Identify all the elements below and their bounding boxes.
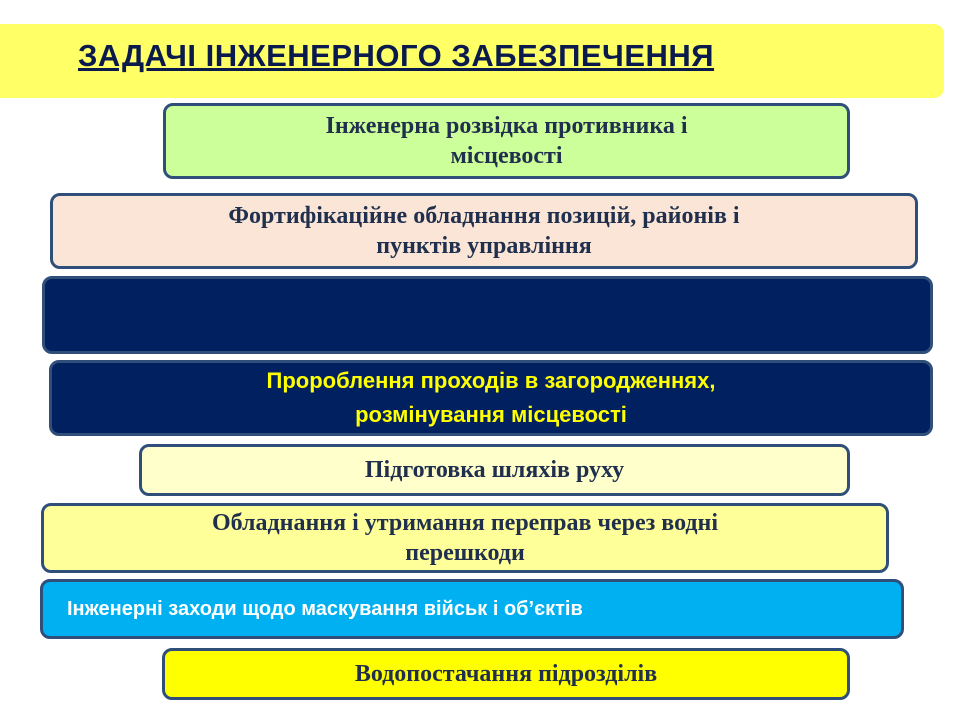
task-text: Інженерні заходи щодо маскування військ і об’єктів [67,598,583,620]
task-fortification [50,193,918,269]
task-obstacles-demolitions [42,276,933,354]
task-text: Пророблення проходів в загородженнях, розмінування місцевості [266,368,716,427]
task-text: Водопостачання підрозділів [354,661,658,687]
task-camouflage [40,579,904,639]
task-text: Підготовка шляхів руху [364,457,625,483]
task-water-supply [162,648,850,700]
task-text: Фортифікаційне обладнання позицій, районів і пунктів управління [228,203,740,259]
diagram-title: ЗАДАЧІ ІНЖЕНЕРНОГО ЗАБЕЗПЕЧЕННЯ [78,38,715,73]
task-breaching-demining [49,360,933,436]
task-engineering-reconnaissance [163,103,850,179]
task-water-crossings [41,503,889,573]
task-text [251,276,725,354]
task-text: Обладнання і утримання переправ через водні перешкоди [211,510,719,566]
task-text: Інженерна розвідка противника і місцевості [325,113,688,169]
task-route-preparation [139,444,850,496]
